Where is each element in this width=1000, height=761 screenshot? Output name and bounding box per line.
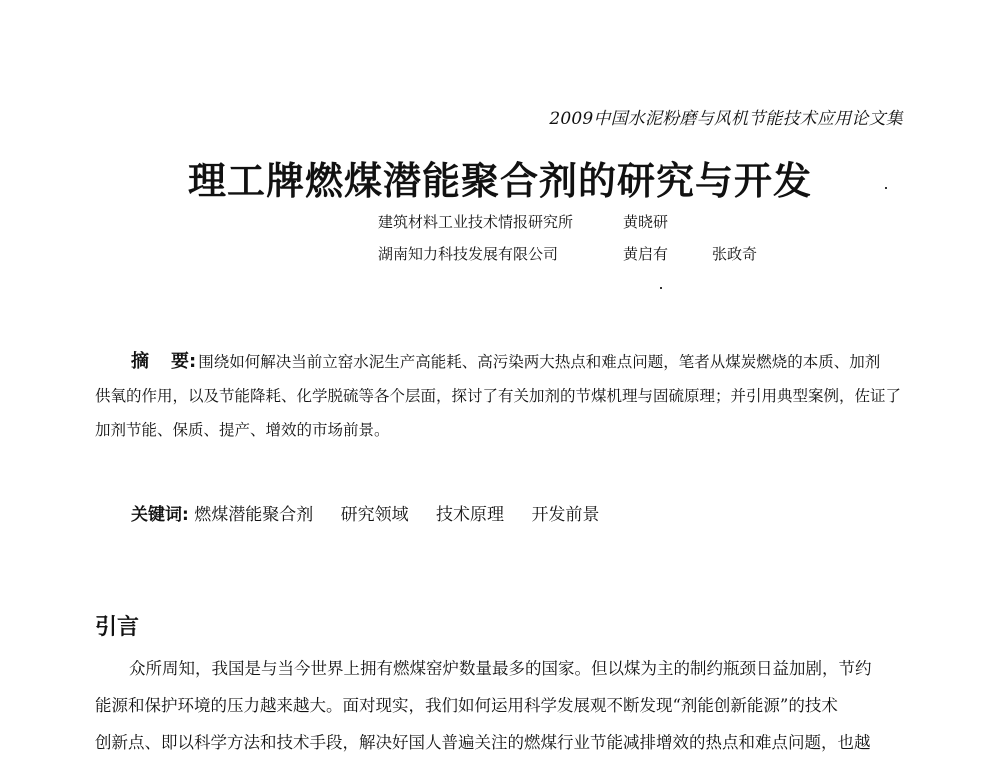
abstract-label: 摘 要: [131,351,197,372]
keywords-label: 关键词: [131,505,189,525]
abstract-line [95,345,907,379]
scan-speck [885,187,887,189]
keyword: 研究领域 [340,505,409,525]
keywords [131,500,621,525]
section-heading: 引言 [95,615,140,640]
keyword: 燃煤潜能聚合剂 [194,505,314,525]
scan-speck [660,287,662,289]
author-name: 黄启有 [623,245,669,263]
abstract-line: 加剂节能、保质、提产、增效的市场前景。 [95,421,390,439]
author-name: 黄晓研 [623,213,669,231]
body-line: 创新点、即以科学方法和技术手段，解决好国人普遍关注的燃煤行业节能减排增效的热点和难点问题，也越 [95,733,871,752]
collection-title: 2009中国水泥粉磨与风机节能技术应用论文集 [549,109,903,129]
affiliation-1: 建筑材料工业技术情报研究所 [378,213,574,231]
affiliation-2: 湖南知力科技发展有限公司 [378,245,559,263]
abstract [95,345,907,447]
body-line: 能源和保护环境的压力越来越大。面对现实，我们如何运用科学发展观不断发现“剂能创新能源”的技术 [95,696,838,715]
abstract-line: 供氧的作用，以及节能降耗、化学脱硫等各个层面，探讨了有关加剂的节煤机理与固硫原理；并引用典型案例，佐证了 [95,387,902,405]
body-line: 众所周知，我国是与当今世界上拥有燃煤窑炉数量最多的国家。但以煤为主的制约瓶颈日益加剧，节约 [129,659,872,678]
introduction-body [95,650,907,761]
author-name: 张政奇 [712,245,758,263]
keyword: 开发前景 [531,505,600,525]
paper-title: 理工牌燃煤潜能聚合剂的研究与开发 [187,159,812,203]
abstract-text: 围绕如何解决当前立窑水泥生产高能耗、高污染两大热点和难点问题，笔者从煤炭燃烧的本质、加剂 [198,353,881,371]
keyword: 技术原理 [436,505,505,525]
